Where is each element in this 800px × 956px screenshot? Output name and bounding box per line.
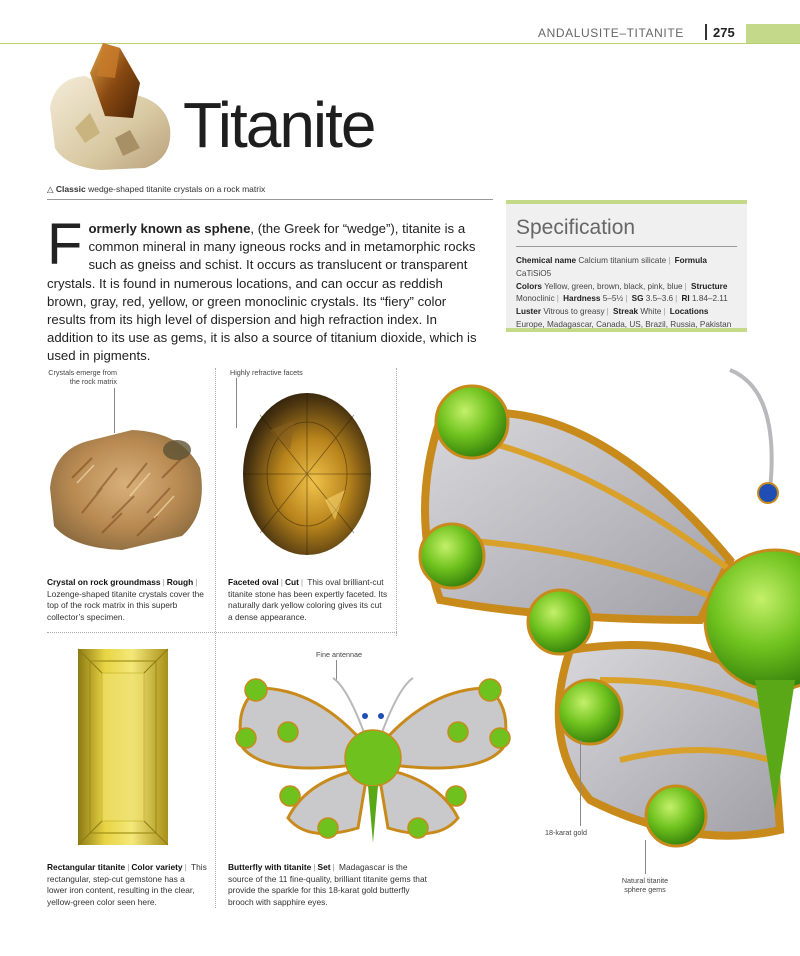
item-text: This oval brilliant-cut titanite stone has been expertly faceted. Its naturally dark yellow coloring gives its cut a dense appearance.	[228, 577, 388, 622]
spec-value: 3.5–3.6	[645, 294, 674, 304]
spec-value: Monoclinic	[516, 294, 555, 304]
item-description: Crystal on rock groundmass | Rough | Lozenge-shaped titanite crystals cover the top of the rock matrix in this superb collector’s specimen.	[47, 577, 204, 622]
spec-value: 1.84–2.11	[691, 294, 728, 304]
grid-divider	[396, 368, 397, 636]
annotation-label: Fine antennae	[316, 650, 362, 659]
item-type: Set	[317, 862, 331, 872]
page-tab-accent	[746, 24, 800, 43]
spec-label: Hardness	[563, 294, 601, 304]
annotation-leader	[645, 840, 646, 874]
spec-value: 5–5½	[602, 294, 624, 304]
hero-specimen-image	[45, 38, 175, 178]
spec-title: Specification	[516, 216, 737, 247]
item-text: Lozenge-shaped titanite crystals cover the top of the rock matrix in this superb collector’s specimen.	[47, 588, 204, 622]
specification-box	[506, 200, 747, 332]
annotation-gems: Natural titanite sphere gems	[621, 876, 669, 894]
spec-label: Locations	[669, 307, 709, 317]
spec-label: Colors	[516, 281, 542, 291]
rectangular-gem-image	[76, 647, 170, 847]
hero-caption	[47, 184, 265, 195]
intro-lead: ormerly known as sphene	[88, 221, 251, 236]
page-title: Titanite	[183, 89, 375, 161]
item-title: Crystal on rock groundmass	[47, 577, 161, 587]
spec-value: CaTiSiO5	[516, 268, 552, 278]
title-rule	[47, 199, 493, 200]
grid-divider	[47, 632, 397, 633]
spec-label: Structure	[691, 281, 728, 291]
item-text: This rectangular, step-cut gemstone has a lower iron content, resulting in the clear, yellow-green color seen here.	[47, 862, 207, 907]
item-text: Madagascar is the source of the 11 fine-quality, brilliant titanite gems that provide the sparkle for this 18-karat gold butterfly brooch with sapphire eyes.	[228, 862, 427, 907]
spec-label: Luster	[516, 307, 542, 317]
annotation-leader	[580, 740, 581, 826]
spec-label: Formula	[674, 256, 707, 265]
item-type: Color variety	[131, 862, 183, 872]
caption-text: wedge-shaped titanite crystals on a rock matrix	[88, 184, 266, 194]
item-title: Faceted oval	[228, 577, 279, 587]
intro-paragraph	[47, 212, 477, 366]
spec-label: Chemical name	[516, 256, 577, 265]
grid-divider	[215, 368, 216, 908]
intro-body: , (the Greek for “wedge”), titanite is a common mineral in many igneous rocks and in metamorphic rocks such as gneiss and schist. It occurs as translucent or transparent crystals. It is found in numerous locations, and can occur as reddish brown, gray, red, yellow, or green monoclinic crystals. Its “fiery” color results from its high level of dispersion and high refraction index. In addition to its use as gems, it is also a source of titanium dioxide, which is used in pigments.	[47, 221, 477, 364]
rough-crystal-image	[42, 418, 210, 556]
spec-value: Europe, Madagascar, Canada, US, Brazil, Russia, Pakistan	[516, 319, 732, 329]
caption-triangle-icon: △	[47, 184, 54, 194]
caption-bold: Classic	[55, 184, 86, 194]
spec-value: White	[640, 307, 662, 317]
page-number: 275	[713, 25, 735, 40]
faceted-oval-image	[240, 390, 374, 558]
spec-label: SG	[631, 294, 644, 304]
annotation-gold: 18-karat gold	[545, 828, 587, 837]
running-head-section: ANDALUSITE–TITANITE	[538, 26, 684, 40]
spec-label: RI	[681, 294, 690, 304]
annotation-leader	[236, 378, 237, 428]
item-type: Cut	[284, 577, 299, 587]
spec-value: Vitrous to greasy	[543, 307, 605, 317]
annotation-label: Crystals emerge from the rock matrix	[48, 368, 117, 386]
spec-value: Calcium titanium silicate	[578, 256, 667, 265]
running-head-divider	[705, 24, 707, 40]
item-title: Rectangular titanite	[47, 862, 126, 872]
item-description: Rectangular titanite | Color variety | This rectangular, step-cut gemstone has a lower iron content, resulting in the clear, yellow-green color seen here.	[47, 862, 207, 907]
item-description: Faceted oval | Cut | This oval brilliant-cut titanite stone has been expertly faceted. Its naturally dark yellow coloring gives its cut a dense appearance.	[228, 577, 388, 622]
item-type: Rough	[166, 577, 194, 587]
spec-value: Yellow, green, brown, black, pink, blue	[544, 281, 683, 291]
butterfly-closeup-image	[400, 360, 800, 860]
spec-label: Streak	[613, 307, 639, 317]
item-description: Butterfly with titanite | Set | Madagascar is the source of the 11 fine-quality, brilliant titanite gems that provide the sparkle for this 18-karat gold butterfly brooch with sapphire eyes.	[228, 862, 427, 907]
annotation-label: Highly refractive facets	[230, 368, 303, 377]
spec-body: Chemical name Calcium titanium silicate | Formula CaTiSiO5 Colors Yellow, green, brown, black, pink, blue | Structure Monoclinic | Hardness 5–5½ | SG 3.5–3.6 | RI 1.84–2.11 Luster Vitrous to greasy | Streak White | Locations Europe, Madagascar, Canada, US, Brazil, Russia, Pakistan	[516, 256, 732, 329]
drop-cap: F	[47, 212, 83, 277]
item-title: Butterfly with titanite	[228, 862, 312, 872]
